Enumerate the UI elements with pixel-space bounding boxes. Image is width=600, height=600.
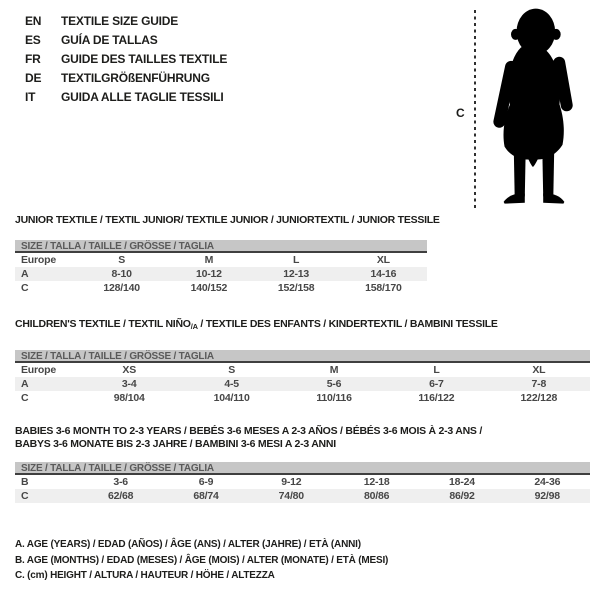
section-title: JUNIOR TEXTILE / TEXTIL JUNIOR/ TEXTILE JUNIOR / JUNIORTEXTIL / JUNIOR TESSILE (15, 214, 440, 226)
language-list (25, 12, 227, 107)
legend-line: B. AGE (MONTHS) / EDAD (MESES) / ÂGE (MOIS) / ALTER (MONATE) / ETÀ (MESI) (15, 554, 389, 566)
dotted-measure-line (474, 10, 476, 208)
baby-height-figure (450, 4, 595, 214)
cell-value: 6-9 (198, 476, 214, 488)
table-row (15, 475, 590, 489)
cell-value: 10-12 (195, 268, 222, 280)
table-row (15, 267, 427, 281)
cell-value: 6-7 (429, 378, 444, 390)
cell-value: S (118, 254, 126, 266)
table-rows (15, 253, 427, 295)
cell-value: 12-13 (283, 268, 310, 280)
legend-line: C. (cm) HEIGHT / ALTURA / HAUTEUR / HÖHE / ALTEZZA (15, 570, 275, 581)
table-row (15, 281, 427, 295)
cell-value: 98/104 (113, 392, 145, 404)
cell-value: 152/158 (277, 282, 315, 294)
size-header: SIZE / TALLA / TAILLE / GRÖSSE / TAGLIA (15, 462, 590, 475)
cell-value: XL (532, 364, 546, 376)
language-code: DE (25, 71, 42, 85)
table-row (15, 391, 590, 405)
row-label: B (21, 476, 29, 488)
row-label: Europe (21, 254, 56, 266)
cell-value: 62/68 (108, 490, 134, 502)
legend (15, 537, 388, 584)
cell-value: 12-18 (363, 476, 390, 488)
cell-value: 14-16 (370, 268, 397, 280)
cell-value: L (433, 364, 440, 376)
language-label: TEXTILE SIZE GUIDE (61, 14, 179, 28)
cell-value: M (204, 254, 214, 266)
table-rows (15, 475, 590, 503)
cell-value: 140/152 (190, 282, 228, 294)
section-junior (15, 214, 590, 295)
row-label: A (21, 268, 29, 280)
table-row (15, 363, 590, 377)
cell-value: 128/140 (103, 282, 140, 294)
cell-value: 68/74 (193, 490, 219, 502)
cell-value: 24-36 (534, 476, 561, 488)
language-row (25, 31, 227, 50)
row-label: A (21, 378, 29, 390)
language-row (25, 88, 227, 107)
section-babies (15, 425, 590, 503)
cell-value: 122/128 (520, 392, 558, 404)
language-code: FR (25, 52, 41, 66)
legend-line: A. AGE (YEARS) / EDAD (AÑOS) / ÂGE (ANS) / ALTER (JAHRE) / ETÀ (ANNI) (15, 539, 361, 550)
row-label: C (21, 282, 29, 294)
cell-value: 3-4 (121, 378, 137, 390)
section-title: BABIES 3-6 MONTH TO 2-3 YEARS / BEBÉS 3-6 MESES A 2-3 AÑOS / BÉBÉS 3-6 MOIS À 2-3 ANS / BABYS 3-6 MONATE BIS 2-3 JAHRE / BAMBINI 3-6 MESI A 2-3 ANNI (15, 425, 483, 450)
cell-value: 5-6 (326, 378, 342, 390)
baby-silhouette-icon (488, 6, 580, 210)
language-row (25, 12, 227, 31)
size-header: SIZE / TALLA / TAILLE / GRÖSSE / TAGLIA (15, 350, 590, 363)
cell-value: S (228, 364, 236, 376)
cell-value: 8-10 (111, 268, 132, 280)
cell-value: 7-8 (531, 378, 547, 390)
section-title: CHILDREN'S TEXTILE / TEXTIL $NIÑO_{/A}$ / TEXTILE DES ENFANTS / KINDERTEXTIL / BAMBINI TESSILE (15, 318, 498, 331)
row-label: Europe (21, 364, 56, 376)
cell-value: 74/80 (278, 490, 304, 502)
language-code: EN (25, 14, 42, 28)
table-row (15, 377, 590, 391)
language-label: GUÍA DE TALLAS (61, 33, 158, 47)
cell-value: 104/110 (213, 392, 250, 404)
cell-value: 110/116 (316, 392, 352, 404)
language-label: GUIDE DES TAILLES TEXTILE (61, 52, 228, 66)
cell-value: 92/98 (534, 490, 560, 502)
section-children (15, 318, 590, 405)
language-row (25, 50, 227, 69)
cell-value: 158/170 (365, 282, 402, 294)
language-row (25, 69, 227, 88)
cell-value: 116/122 (418, 392, 455, 404)
cell-value: 4-5 (224, 378, 239, 390)
cell-value: XL (376, 254, 390, 266)
size-header: SIZE / TALLA / TAILLE / GRÖSSE / TAGLIA (15, 240, 427, 253)
height-measure-label: C (456, 106, 465, 120)
cell-value: 86/92 (449, 490, 475, 502)
cell-value: 9-12 (281, 476, 302, 488)
language-label: GUIDA ALLE TAGLIE TESSILI (61, 90, 224, 104)
cell-value: 80/86 (364, 490, 390, 502)
table-rows (15, 363, 590, 405)
cell-value: 3-6 (113, 476, 128, 488)
cell-value: M (329, 364, 339, 376)
cell-value: L (293, 254, 300, 266)
cell-value: XS (122, 364, 136, 376)
cell-value: 18-24 (449, 476, 475, 488)
row-label: C (21, 392, 29, 404)
row-label: C (21, 490, 29, 502)
language-code: IT (25, 90, 36, 104)
language-code: ES (25, 33, 41, 47)
table-row (15, 253, 427, 267)
table-row (15, 489, 590, 503)
language-label: TEXTILGRÖßENFÜHRUNG (61, 71, 210, 85)
